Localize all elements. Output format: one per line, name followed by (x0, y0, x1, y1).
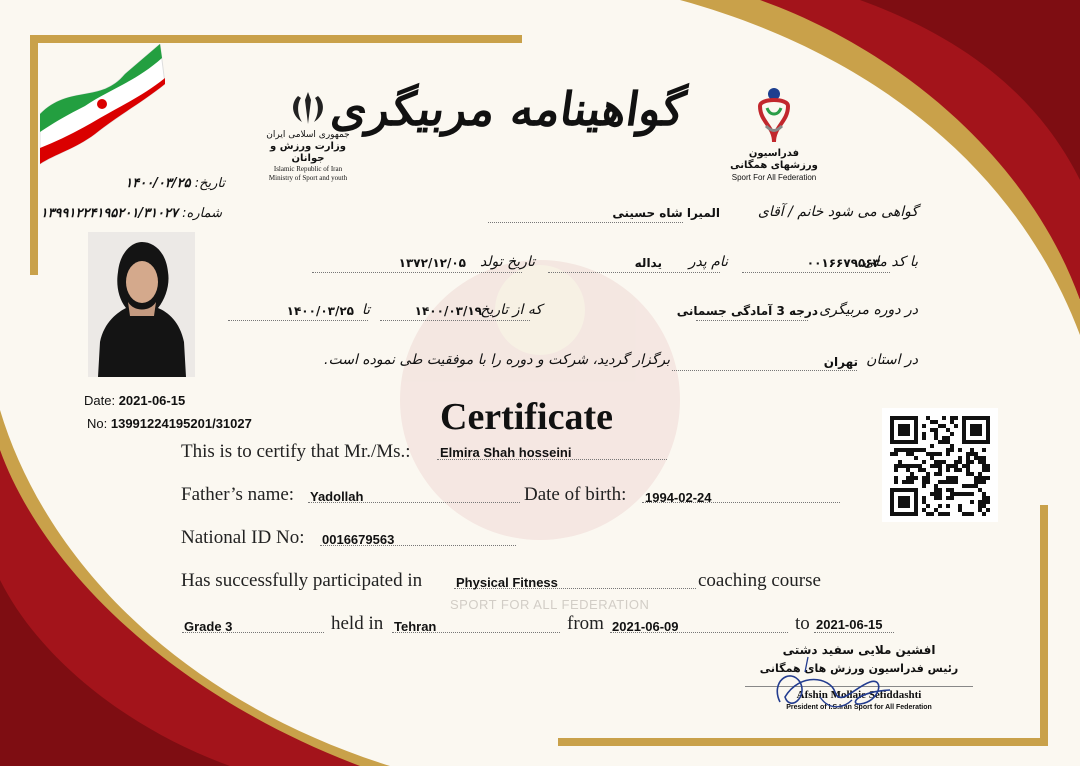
en-father-label: Father’s name: (181, 484, 295, 505)
fa-father-label: نام پدر (688, 254, 728, 270)
fa-province-value: تهران (823, 355, 858, 369)
number-fa-row (41, 206, 222, 221)
fa-father-value: یداله (634, 256, 662, 270)
signature-title-fa: رئیس فدراسیون ورزش های همگانی (759, 662, 959, 675)
en-held-label: held in (331, 613, 384, 634)
federation-logo (724, 86, 824, 183)
number-fa-label: شماره: (182, 206, 222, 221)
fa-name-value: المیرا شاه حسینی (612, 206, 720, 220)
fa-from-value: ۱۴۰۰/۰۳/۱۹ (414, 304, 482, 318)
en-father-value: Yadollah (310, 489, 364, 504)
fa-nid-line (742, 272, 890, 273)
signature-title-en: President of I.S.Iran Sport for All Federation (786, 704, 932, 711)
fa-course-line (696, 320, 808, 321)
gold-frame-bottom (558, 738, 1048, 746)
en-grade-value: Grade 3 (184, 619, 233, 634)
title-en: Certificate (440, 396, 613, 438)
fa-to-label: تا (361, 302, 370, 318)
en-dob-value: 1994-02-24 (645, 490, 712, 505)
number-fa-value: ۱۳۹۹۱۲۲۴۱۹۵۲۰۱/۳۱۰۲۷ (40, 206, 179, 221)
handwritten-signature (760, 652, 910, 717)
fa-nid-value: ۰۰۱۶۶۷۹۵۶۳ (806, 256, 880, 270)
fa-from-line (380, 320, 530, 321)
iran-flag-icon (40, 44, 165, 169)
en-certify-label: This is to certify that Mr./Ms.: (181, 441, 411, 462)
signature-name-fa: افشین ملایی سفید دشتی (782, 643, 936, 657)
signature-name-en: Afshin Mollaie Sefiddashti (796, 689, 922, 701)
fa-nid-label: با کد ملی (863, 254, 918, 270)
fa-to-value: ۱۴۰۰/۰۳/۲۵ (286, 304, 354, 318)
fa-name-line (488, 222, 683, 223)
en-to-line (814, 632, 894, 633)
date-fa-value: ۱۴۰۰/۰۳/۲۵ (125, 176, 191, 191)
number-en-label: No: (87, 416, 108, 431)
fa-birth-line (312, 272, 522, 273)
en-course-suffix: coaching course (698, 570, 821, 591)
en-to-value: 2021-06-15 (816, 617, 883, 632)
number-en-value: 13991224195201/31027 (110, 416, 252, 431)
ministry-line1-fa: جمهوری اسلامی ایران (266, 130, 350, 140)
fa-from-label: که از تاریخ (480, 302, 542, 318)
fa-province-label: در استان (866, 352, 918, 368)
en-place-value: Tehran (394, 619, 437, 634)
date-en-label: Date: (84, 393, 116, 408)
en-participated-label: Has successfully participated in (181, 570, 423, 591)
date-en-row (84, 393, 185, 408)
en-dob-label: Date of birth: (524, 484, 627, 505)
qr-code-icon (882, 408, 998, 522)
gold-frame-right (1040, 505, 1048, 745)
fa-course-label: در دوره مربیگری (819, 302, 918, 318)
fa-birth-label: تاریخ تولد (479, 254, 535, 270)
portrait-photo (88, 232, 195, 377)
number-en-row (87, 416, 252, 431)
en-from-label: from (567, 613, 604, 634)
en-from-value: 2021-06-09 (612, 619, 679, 634)
en-to-label: to (795, 613, 810, 634)
federation-name-en: Sport For All Federation (731, 173, 817, 182)
title-fa: گواهینامه مربیگری (327, 82, 689, 136)
iran-emblem-icon (288, 90, 328, 126)
fa-father-line (548, 272, 720, 273)
date-en-value: 2021-06-15 (118, 393, 186, 408)
en-course-value: Physical Fitness (456, 575, 558, 590)
fa-line1-label: گواهی می شود خانم / آقای (757, 204, 918, 220)
watermark-text: SPORT FOR ALL FEDERATION (450, 597, 650, 612)
fa-province-line (672, 370, 857, 371)
en-nid-label: National ID No: (181, 527, 305, 548)
fa-course-value: درجه 3 آمادگی جسمانی (676, 304, 818, 318)
federation-name-fa: فدراسیون ورزشهای همگانی (730, 148, 818, 171)
gold-frame-left (30, 35, 38, 275)
fa-birth-value: ۱۳۷۲/۱۲/۰۵ (398, 256, 466, 270)
sport-for-all-federation-icon (752, 86, 796, 144)
date-fa-label: تاریخ: (194, 176, 225, 191)
ministry-line1-en: Islamic Republic of Iran (273, 165, 343, 173)
fa-to-line (228, 320, 368, 321)
gold-frame-top (30, 35, 522, 43)
fa-closing-text: برگزار گردید، شرکت و دوره را با موفقیت طی نموده است. (324, 352, 670, 368)
en-nid-value: 0016679563 (322, 532, 395, 547)
ministry-line2-en: Ministry of Sport and youth (268, 174, 348, 182)
date-fa-row (125, 176, 225, 191)
en-name-value: Elmira Shah hosseini (440, 445, 572, 460)
ministry-line2-fa: وزارت ورزش و جوانان (270, 141, 346, 164)
